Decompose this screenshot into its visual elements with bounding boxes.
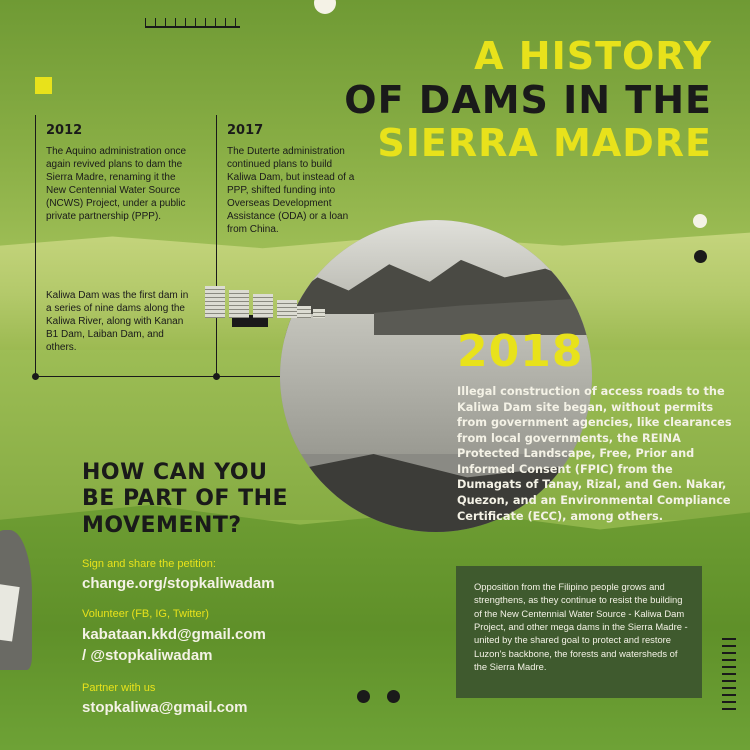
title-line-2: OF DAMS IN THE: [344, 77, 712, 122]
petition-link[interactable]: change.org/stopkaliwadam: [82, 575, 275, 592]
partner-label: Partner with us: [82, 682, 156, 694]
timeline-line-2012: [35, 115, 36, 377]
title-line-3: SIERRA MADRE: [377, 121, 712, 166]
text-2012: The Aquino administration once again revived plans to dam the Sierra Madre, renaming it the New Centennial Water Source (NCWS) Project, under a public private partnership (PPP).: [46, 146, 187, 222]
volunteer-email-link[interactable]: kabataan.kkd@gmail.com: [82, 626, 266, 643]
movement-heading: [82, 460, 288, 539]
opposition-text: Opposition from the Filipino people grows and strengthens, as they continue to resist the building of the New Centennial Water Source - Kaliwa Dam Project, and other mega dams in the Sierra Madre - united by the shared goal to protect and restore Luzon's backbone, the forests and watersheds of the Sierra Madre.: [474, 581, 688, 673]
movement-heading-line-2: BE PART OF THE: [82, 486, 289, 512]
black-dot-decoration: [357, 690, 370, 703]
movement-heading-line-3: MOVEMENT?: [82, 512, 242, 538]
year-2018: 2018: [457, 326, 584, 377]
year-2012: 2012: [46, 123, 83, 138]
timeline-line-2017: [216, 115, 217, 377]
year-2017: 2017: [227, 123, 264, 138]
white-dot-decoration: [693, 214, 707, 228]
yellow-square-decoration: [35, 77, 52, 94]
volunteer-label: Volunteer (FB, IG, Twitter): [82, 608, 209, 620]
black-dot-decoration: [387, 690, 400, 703]
title-line-1: A HISTORY: [474, 34, 712, 78]
black-dot-decoration: [694, 250, 707, 263]
petition-label: Sign and share the petition:: [82, 558, 216, 570]
movement-heading-line-1: HOW CAN YOU: [82, 460, 268, 485]
text-2018: Illegal construction of access roads to the Kaliwa Dam site began, without permits from government agencies, like clearances from local governments, the REINA Protected Landscape, Free, Prior and Informed Consent (FPIC) from the Dumagats of Tanay, Rizal, and Gen. Nakar, Quezon, and an Environmental Compliance Certificate (ECC), among others.: [457, 385, 732, 523]
text-2017: The Duterte administration continued plans to build Kaliwa Dam, but instead of a PPP, shifted funding into Overseas Development Assistance (ODA) or a loan from China.: [227, 146, 355, 235]
timeline-tick: [213, 373, 220, 380]
text-2012-kaliwa: Kaliwa Dam was the first dam in a series of nine dams along the Kaliwa River, along with Kanan B1 Dam, Laiban Dam, and others.: [46, 290, 189, 353]
timeline-tick: [32, 373, 39, 380]
ruler-decoration-right: [722, 638, 736, 713]
partner-email-link[interactable]: stopkaliwa@gmail.com: [82, 699, 248, 716]
page-title: [344, 35, 712, 166]
volunteer-handle-link[interactable]: / @stopkaliwadam: [82, 647, 213, 664]
ruler-decoration: [145, 18, 240, 28]
